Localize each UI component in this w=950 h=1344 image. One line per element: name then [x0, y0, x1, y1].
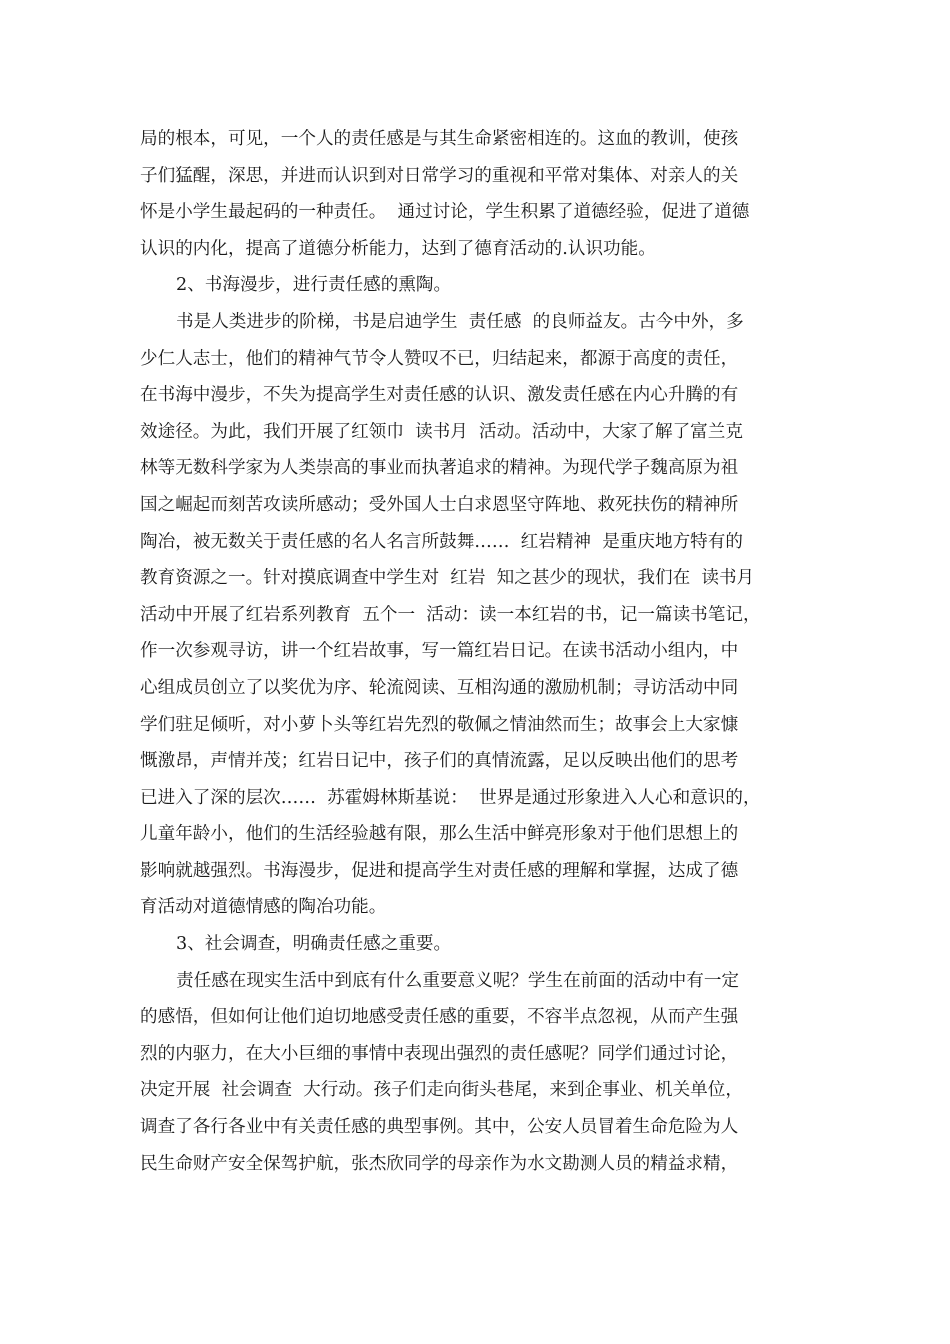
text-line: 儿童年龄小，他们的生活经验越有限，那么生活中鲜亮形象对于他们思想上的	[140, 824, 739, 845]
text-line: 作一次参观寻访，讲一个红岩故事，写一篇红岩日记。在读书活动小组内，中	[140, 641, 739, 662]
text-line: 学们驻足倾听，对小萝卜头等红岩先烈的敬佩之情油然而生；故事会上大家慷	[140, 714, 739, 735]
text-line: 心组成员创立了以奖优为序、轮流阅读、互相沟通的激励机制；寻访活动中同	[140, 677, 739, 698]
text-line: 林等无数科学家为人类崇高的事业而执著追求的精神。为现代学子魏高原为祖	[140, 458, 739, 479]
text-line: 烈的内驱力，在大小巨细的事情中表现出强烈的责任感呢？同学们通过讨论，	[140, 1043, 739, 1064]
text-line: 调查了各行各业中有关责任感的典型事例。其中，公安人员冒着生命危险为人	[140, 1117, 739, 1138]
text-line: 效途径。为此，我们开展了红领巾 读书月 活动。活动中，大家了解了富兰克	[140, 421, 743, 442]
text-line: 子们猛醒，深思，并进而认识到对日常学习的重视和平常对集体、对亲人的关	[140, 165, 739, 186]
text-line: 决定开展 社会调查 大行动。孩子们走向街头巷尾，来到企事业、机关单位，	[140, 1080, 743, 1101]
paragraph-first-line: 责任感在现实生活中到底有什么重要意义呢？学生在前面的活动中有一定	[176, 970, 740, 991]
text-line: 教育资源之一。针对摸底调查中学生对 红岩 知之甚少的现状，我们在 读书月	[140, 568, 755, 589]
section-heading: 3、社会调查，明确责任感之重要。	[176, 934, 452, 955]
text-line: 陶冶，被无数关于责任感的名人名言所鼓舞…… 红岩精神 是重庆地方特有的	[140, 531, 743, 552]
section-heading: 2、书海漫步，进行责任感的熏陶。	[176, 275, 452, 296]
paragraph-first-line: 书是人类进步的阶梯，书是启迪学生 责任感 的良师益友。古今中外，多	[176, 311, 744, 332]
text-line: 局的根本，可见，一个人的责任感是与其生命紧密相连的。这血的教训，使孩	[140, 129, 739, 149]
text-line: 活动中开展了红岩系列教育 五个一 活动：读一本红岩的书，记一篇读书笔记，	[140, 604, 761, 625]
text-line: 认识的内化，提高了道德分析能力，达到了德育活动的.认识功能。	[140, 238, 656, 259]
text-line: 慨激昂，声情并茂；红岩日记中，孩子们的真情流露，足以反映出他们的思考	[140, 751, 739, 772]
text-line: 已进入了深的层次…… 苏霍姆林斯基说： 世界是通过形象进入人心和意识的，	[140, 787, 761, 808]
text-line: 的感悟，但如何让他们迫切地感受责任感的重要，不容半点忽视，从而产生强	[140, 1007, 739, 1028]
text-line: 怀是小学生最起码的一种责任。 通过讨论，学生积累了道德经验，促进了道德	[140, 202, 750, 223]
text-line: 少仁人志士，他们的精神气节令人赞叹不已，归结起来，都源于高度的责任，	[140, 348, 739, 369]
text-line: 育活动对道德情感的陶冶功能。	[140, 897, 387, 918]
text-line: 国之崛起而刻苦攻读所感动；受外国人士白求恩坚守阵地、救死扶伤的精神所	[140, 494, 739, 515]
document-body	[140, 121, 810, 1182]
text-line: 民生命财产安全保驾护航，张杰欣同学的母亲作为水文勘测人员的精益求精，	[140, 1153, 739, 1174]
text-line: 在书海中漫步，不失为提高学生对责任感的认识、激发责任感在内心升腾的有	[140, 385, 739, 406]
text-line: 影响就越强烈。书海漫步，促进和提高学生对责任感的理解和掌握，达成了德	[140, 860, 739, 881]
